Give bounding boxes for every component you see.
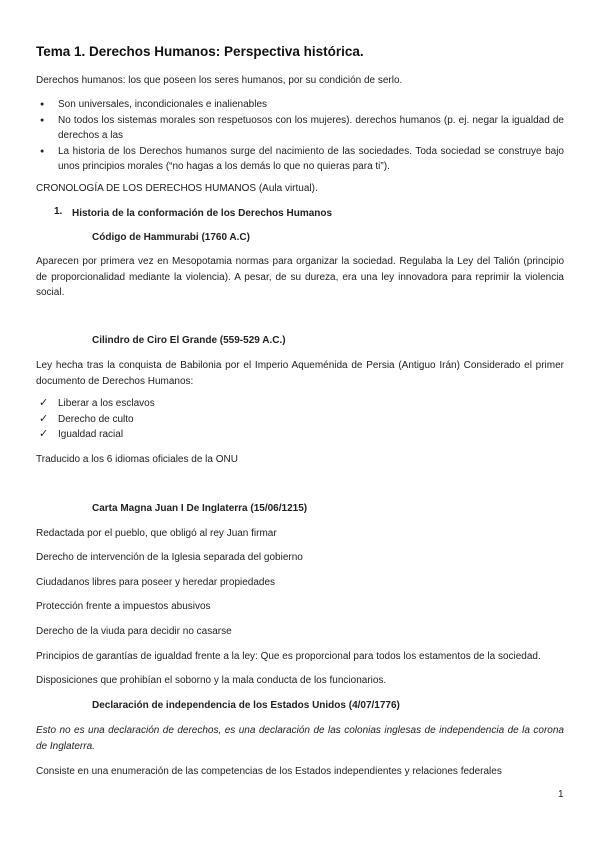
checkmark-icon: ✓ (39, 428, 49, 440)
bullet-item: ● La historia de los Derechos humanos surge del nacimiento de las sociedades. Toda sociedad se construye bajo unos principios morales (“no hagas a los demás lo que no quieras para ti”). (36, 144, 564, 175)
properties-bullet-list (36, 97, 564, 175)
checklist-item-label: Liberar a los esclavos (58, 398, 155, 409)
ciro-paragraph: Ley hecha tras la conquista de Babilonia por el Imperio Aqueménida de Persia (Antiguo Irán) Considerado el primer documento de Derechos Humanos: (36, 360, 564, 387)
checklist-item-label: Igualdad racial (58, 429, 124, 440)
ciro-heading: Cilindro de Ciro El Grande (559-529 A.C.) (92, 335, 286, 346)
magna-heading: Carta Magna Juan I De Inglaterra (15/06/1215) (92, 503, 308, 514)
page-title: Tema 1. Derechos Humanos: Perspectiva histórica. (36, 44, 364, 59)
bullet-item: ● No todos los sistemas morales son respetuosos con los mujeres). derechos humanos (p. ej. negar la igualdad de derechos a las (36, 113, 564, 144)
checkmark-icon: ✓ (39, 412, 49, 425)
definition-paragraph: Derechos humanos: los que poseen los seres humanos, por su condición de serlo. (36, 75, 403, 86)
checklist-item (36, 427, 564, 443)
magna-line: Protección frente a impuestos abusivos (36, 601, 211, 612)
checklist-item-label: Derecho de culto (58, 413, 134, 425)
magna-line: Ciudadanos libres para poseer y heredar propiedades (36, 577, 276, 588)
usa-italic-paragraph: Esto no es una declaración de derechos, es una declaración de las colonias inglesas de independencia de la corona de Inglaterra. (36, 725, 564, 752)
checklist-item (36, 396, 564, 412)
bullet-item: ● Son universales, incondicionales e inalienables (36, 97, 564, 113)
usa-paragraph: Consiste en una enumeración de las competencias de los Estados independientes y relaciones federales (36, 766, 502, 777)
chronology-line: CRONOLOGÍA DE LOS DERECHOS HUMANOS (Aula virtual). (36, 183, 318, 194)
checkmark-icon: ✓ (39, 397, 49, 409)
section-number: 1. (54, 206, 63, 217)
hammurabi-heading: Código de Hammurabi (1760 A.C) (92, 232, 250, 243)
ciro-translated-note: Traducido a los 6 idiomas oficiales de la ONU (36, 454, 238, 465)
hammurabi-paragraph: Aparecen por primera vez en Mesopotamia normas para organizar la sociedad. Regulaba la Ley del Talión (principio de proporcionalidad mediante la violencia). A pesar, de su dureza, era una ley innovadora para reprimir la violencia social. (36, 256, 564, 298)
checklist-item (36, 412, 564, 428)
magna-line: Disposiciones que prohibían el soborno y la mala conducta de los funcionarios. (36, 675, 387, 686)
magna-line: Derecho de intervención de la Iglesia separada del gobierno (36, 552, 303, 563)
section-heading: Historia de la conformación de los Derechos Humanos (72, 208, 333, 219)
usa-heading: Declaración de independencia de los Estados Unidos (4/07/1776) (92, 700, 400, 711)
magna-line: Derecho de la viuda para decidir no casarse (36, 626, 232, 637)
ciro-checklist (36, 396, 564, 443)
magna-line: Redactada por el pueblo, que obligó al rey Juan firmar (36, 528, 277, 539)
magna-line: Principios de garantías de igualdad frente a la ley: Que es proporcional para todos los estamentos de la sociedad. (36, 651, 541, 662)
page-number: 1 (558, 789, 564, 800)
